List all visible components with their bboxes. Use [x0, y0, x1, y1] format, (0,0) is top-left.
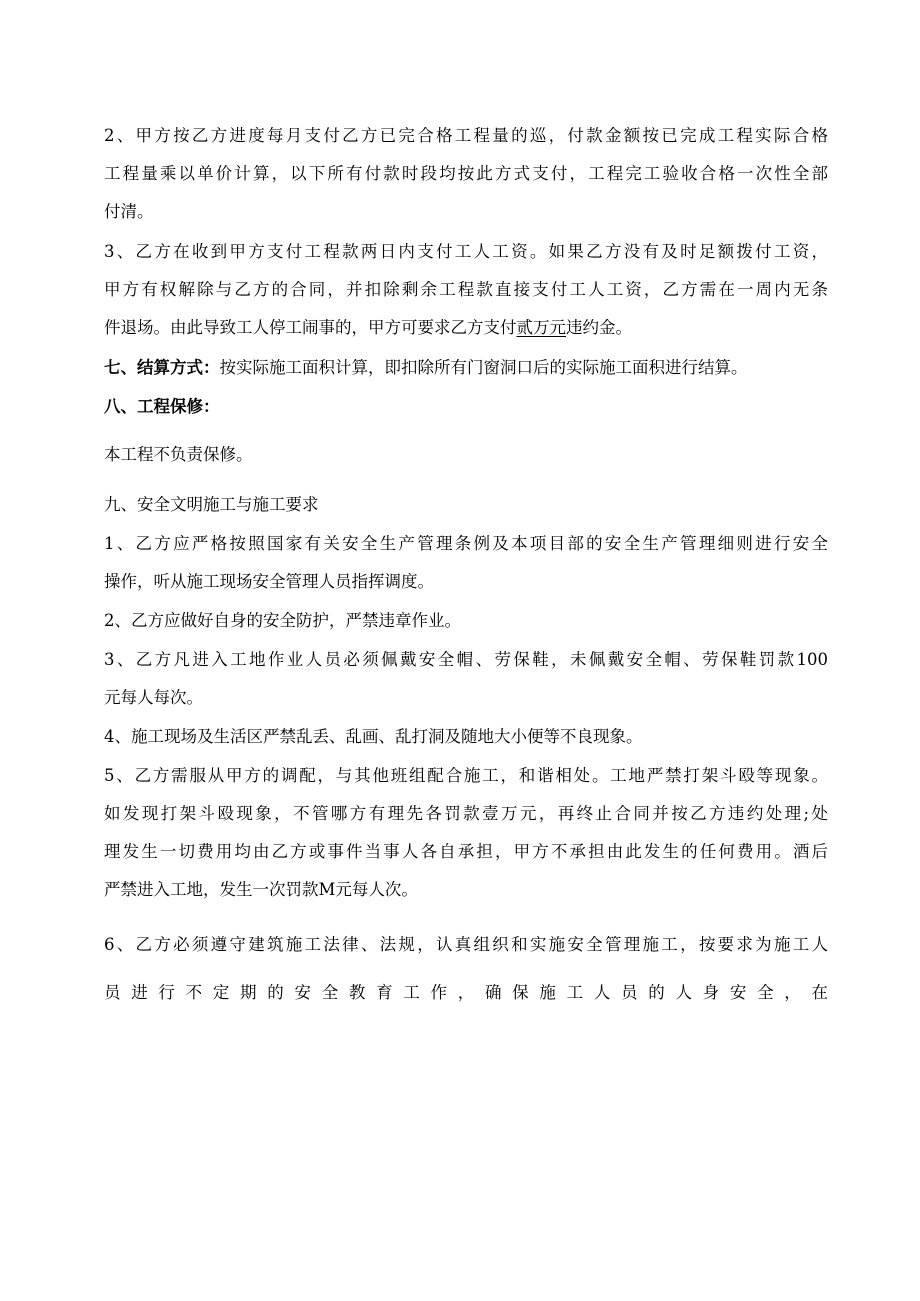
- payment-clause-3: [104, 233, 828, 347]
- text-line: 6、乙方必须遵守建筑施工法律、法规，认真组织和实施安全管理施工，按要求为施工人: [104, 935, 828, 954]
- safety-item-1: [104, 525, 828, 601]
- text-line: 5、乙方需服从甲方的调配，与其他班组配合施工，和谐相处。工地严禁打架斗殴等现象。: [104, 766, 828, 785]
- safety-item-5: [104, 757, 828, 909]
- text-fragment: 件退场。由此导致工人停工闹事的，甲方可要求乙方支付: [104, 318, 517, 337]
- text-line: [104, 349, 828, 387]
- text-line: 付清。: [104, 202, 154, 221]
- text-line: 本工程不负责保修。: [104, 445, 253, 464]
- payment-clause-2: [104, 117, 828, 231]
- text-fragment: 违约金。: [566, 318, 632, 337]
- section-text: 按实际施工面积计算，即扣除所有门窗洞口后的实际施工面积进行结算。: [219, 358, 748, 377]
- text-line: [104, 309, 828, 347]
- text-line: 操作，听从施工现场安全管理人员指挥调度。: [104, 572, 434, 591]
- section-9-heading: [104, 486, 828, 524]
- text-line: 2、乙方应做好自身的安全防护，严禁违章作业。: [104, 611, 461, 630]
- safety-item-6: [104, 921, 828, 1017]
- text-line: 甲方有权解除与乙方的合同，并扣除剩余工程款直接支付工人工资，乙方需在一周内无条: [104, 280, 828, 299]
- section-heading: 八、工程保修：: [104, 397, 220, 416]
- section-7-settlement: [104, 349, 828, 387]
- safety-item-3: [104, 641, 828, 717]
- text-line: 工程量乘以单价计算，以下所有付款时段均按此方式支付，工程完工验收合格一次性全部: [104, 164, 828, 183]
- text-line: 2、甲方按乙方进度每月支付乙方已完合格工程量的巡，付款金额按已完成工程实际合格: [104, 126, 828, 145]
- section-heading: 九、安全文明施工与施工要求: [104, 495, 319, 514]
- text-line: 元每人每次。: [104, 688, 203, 707]
- text-line: 3、乙方凡进入工地作业人员必须佩戴安全帽、劳保鞋，未佩戴安全帽、劳保鞋罚款100: [104, 650, 828, 669]
- text-line: 员进行不定期的安全教育工作，确保施工人员的人身安全，在: [104, 983, 828, 1002]
- text-line: 如发现打架斗殴现象，不管哪方有理先各罚款壹万元，再终止合同并按乙方违约处理;处: [104, 804, 828, 823]
- penalty-amount: 贰万元: [516, 318, 566, 337]
- section-heading: 七、结算方式：: [104, 358, 220, 377]
- text-line: 3、乙方在收到甲方支付工程款两日内支付工人工资。如果乙方没有及时足额拨付工资，: [104, 242, 828, 261]
- text-line: 4、施工现场及生活区严禁乱丢、乱画、乱打洞及随地大小便等不良现象。: [104, 727, 643, 746]
- section-8-text: [104, 436, 828, 474]
- section-8-heading: [104, 388, 828, 426]
- safety-item-2: [104, 602, 828, 640]
- text-line: 严禁进入工地，发生一次罚款M元每人次。: [104, 880, 418, 899]
- text-line: 1、乙方应严格按照国家有关安全生产管理条例及本项目部的安全生产管理细则进行安全: [104, 534, 828, 553]
- safety-item-4: [104, 718, 828, 756]
- text-line: 理发生一切费用均由乙方或事件当事人各自承担，甲方不承担由此发生的任何费用。酒后: [104, 842, 828, 861]
